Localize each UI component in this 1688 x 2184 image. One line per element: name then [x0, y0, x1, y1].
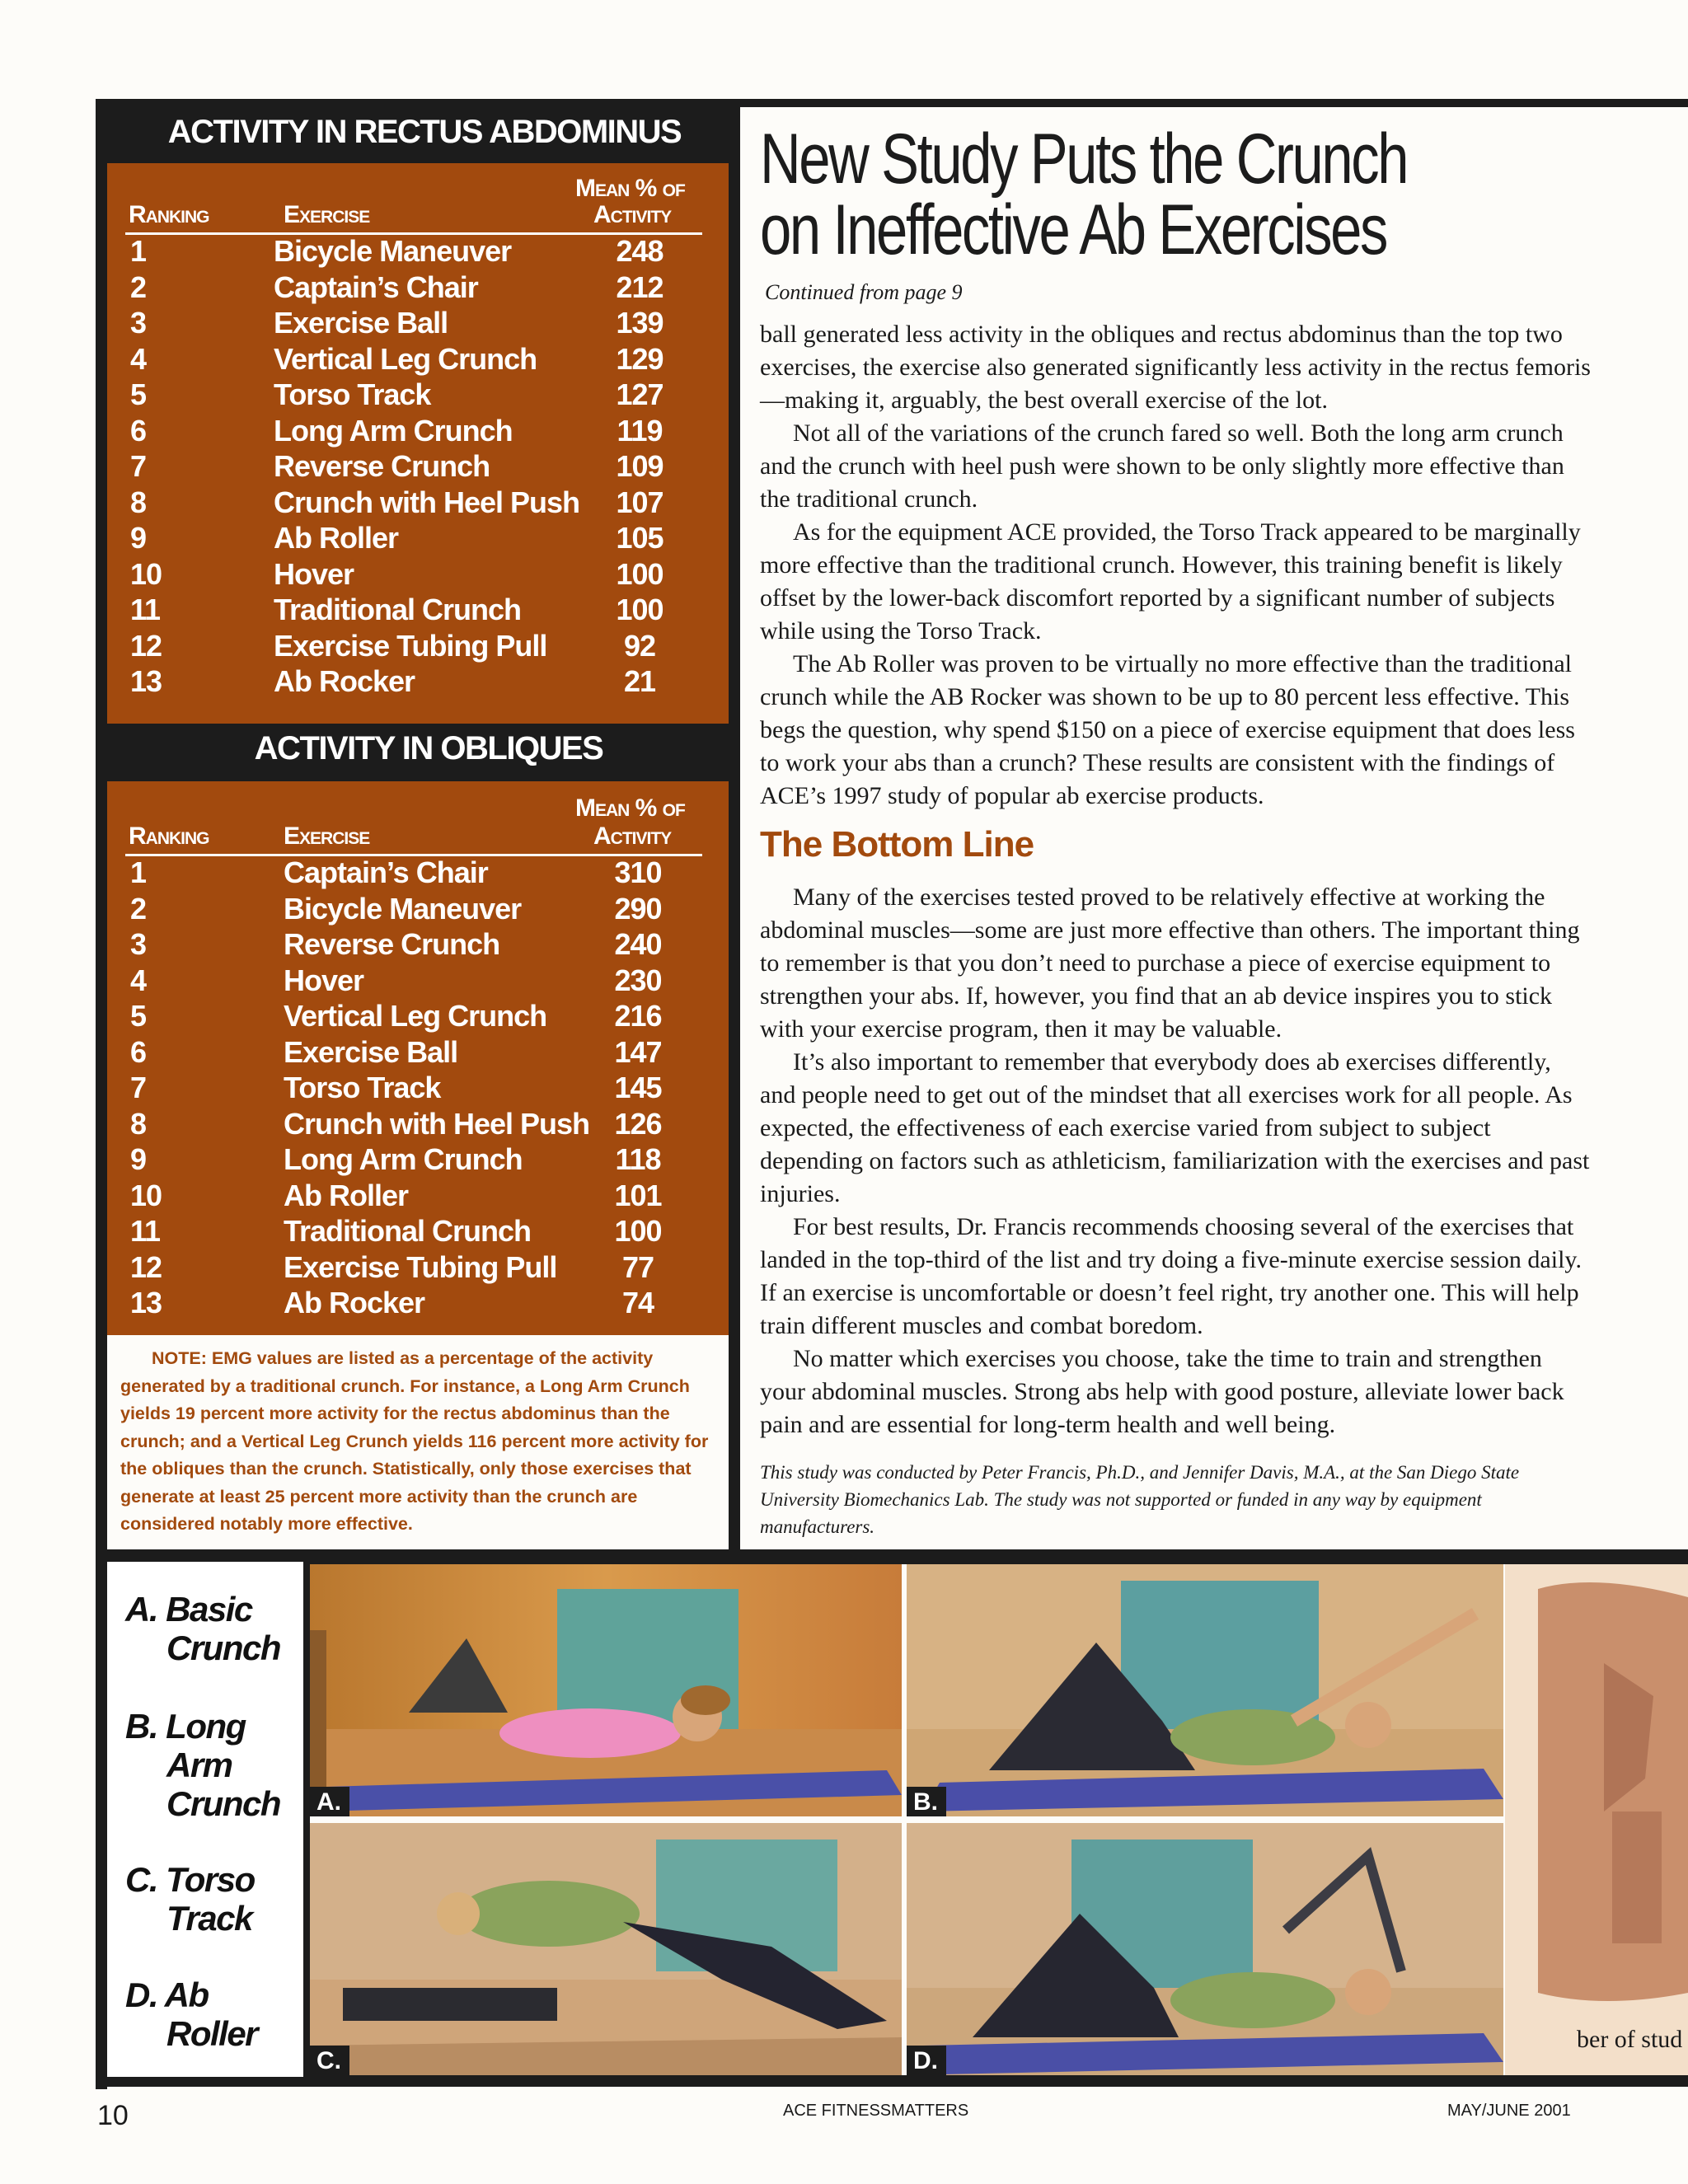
row-value: 240 [614, 927, 662, 961]
row-rank: 6 [130, 413, 147, 448]
label-d-line-2: Roller [166, 2014, 258, 2053]
row-exercise: Captain’s Chair [274, 269, 478, 304]
row-value: 129 [616, 341, 663, 376]
row-exercise: Bicycle Maneuver [284, 891, 522, 926]
table-row [107, 485, 729, 522]
table-row [107, 414, 729, 450]
row-value: 230 [614, 963, 662, 997]
photo-b-image [907, 1564, 1503, 1816]
table-row [107, 593, 729, 629]
row-rank: 3 [130, 306, 147, 340]
label-d [125, 1975, 298, 2053]
row-rank: 4 [130, 341, 147, 376]
bottom-line-subhead: The Bottom Line [760, 824, 1034, 865]
row-value: 127 [616, 377, 663, 411]
table-row [107, 629, 729, 665]
row-rank: 6 [130, 1034, 147, 1069]
rectus-col-mean-1 [575, 175, 685, 203]
frame-left [96, 99, 107, 2089]
table-row [107, 270, 729, 307]
row-value: 126 [614, 1106, 662, 1141]
rectus-table-title: ACTIVITY IN RECTUS ABDOMINUS [167, 114, 682, 150]
label-b [125, 1707, 298, 1823]
article-paragraph: No matter which exercises you choose, take the time to train and strengthen your abdominal muscles. Strong abs help with good posture, alleviate lower back pain and are essential for long-term health and well being. [760, 1345, 1564, 1438]
row-exercise: Long Arm Crunch [274, 413, 513, 448]
row-rank: 9 [130, 521, 147, 555]
tag-a: A. [310, 1787, 349, 1816]
obliques-col-ranking [129, 823, 209, 851]
row-exercise: Vertical Leg Crunch [274, 341, 537, 376]
row-value: 290 [614, 891, 662, 926]
table-row [107, 963, 729, 1000]
continued-from: Continued from page 9 [765, 280, 963, 304]
row-exercise: Ab Roller [274, 521, 399, 555]
table-row [107, 234, 729, 270]
label-a [125, 1590, 298, 1667]
row-rank: 13 [130, 664, 162, 698]
row-exercise: Hover [284, 963, 364, 997]
row-exercise: Captain’s Chair [284, 855, 488, 889]
label-d-line-1: D. Ab [125, 1975, 209, 2014]
row-rank: 10 [130, 556, 162, 591]
row-rank: 7 [130, 1071, 147, 1104]
row-rank: 1 [130, 855, 147, 889]
row-value: 145 [614, 1071, 662, 1104]
study-credit: This study was conducted by Peter Francis, Ph.D., and Jennifer Davis, M.A., at the San Diego State University Biomechanics Lab. The study was not supported or funded in any way by equipment manufacturers. [760, 1462, 1520, 1537]
tag-d: D. [907, 2046, 946, 2075]
row-rank: 8 [130, 1106, 147, 1141]
row-exercise: Vertical Leg Crunch [284, 999, 547, 1033]
row-rank: 11 [130, 1214, 161, 1248]
row-rank: 2 [130, 269, 147, 304]
rectus-col-mean-2 [593, 201, 671, 229]
obliques-col-exercise-text: Exercise [284, 823, 370, 850]
tag-c: C. [310, 2046, 349, 2075]
row-exercise: Exercise Ball [274, 306, 448, 340]
obliques-col-mean-text-1: Mean % of [575, 794, 685, 822]
obliques-col-ranking-text: Ranking [129, 823, 209, 850]
table-row [107, 1035, 729, 1071]
headline-line-1: New Study Puts the Crunch [760, 120, 1408, 199]
label-c [125, 1860, 298, 1938]
row-value: 119 [617, 413, 663, 448]
rectus-col-ranking [129, 201, 209, 229]
photo-c-torso-track [310, 1823, 902, 2075]
obliques-col-mean-2 [593, 823, 671, 851]
row-value: 100 [616, 556, 663, 591]
row-rank: 5 [130, 377, 147, 411]
row-rank: 12 [130, 1249, 162, 1284]
label-c-line-1: C. Torso [125, 1860, 255, 1899]
frame-bottom [96, 2075, 1688, 2087]
row-rank: 12 [130, 628, 162, 663]
page-number: 10 [97, 2100, 129, 2131]
rectus-col-exercise [284, 201, 369, 229]
labels-divider [303, 1562, 310, 2077]
row-value: 310 [614, 855, 662, 889]
row-rank: 8 [130, 485, 147, 519]
obliques-table-title: ACTIVITY IN OBLIQUES [254, 730, 603, 766]
row-exercise: Long Arm Crunch [284, 1142, 523, 1176]
photo-anatomy-fragment [1505, 1564, 1688, 2075]
article-paragraph: Many of the exercises tested proved to be relatively effective at working the abdominal muscles—some are just more effective than others. The important thing to remember is that you don’t need to purchase a piece of exercise equipment to strengthen your abs. If, however, you find that an ab device inspires you to stick with your exercise program, then it may be valuable. [760, 883, 1580, 1043]
table-row [107, 521, 729, 557]
article-paragraph: As for the equipment ACE provided, the Torso Track appeared to be marginally more effective than the traditional crunch. However, this training benefit is likely offset by the lower-back discomfort reported by a significant number of subjects while using the Torso Track. [760, 518, 1581, 644]
article-paragraph: Not all of the variations of the crunch fared so well. Both the long arm crunch and the crunch with heel push were shown to be only slightly more effective than the traditional crunch. [760, 419, 1564, 513]
photo-d-image [907, 1823, 1503, 2075]
row-value: 105 [616, 521, 663, 555]
frame-mid [96, 1549, 1688, 1564]
table-row [107, 1250, 729, 1286]
article-paragraph: The Ab Roller was proven to be virtually no more effective than the traditional crunch while the AB Rocker was shown to be up to 80 percent less effective. This begs the question, why spend $150 on a piece of exercise equipment that does less to work your abs than a crunch? These results are consistent with the findings of ACE’s 1997 study of popular ab exercise products. [760, 650, 1575, 809]
table-row [107, 1107, 729, 1143]
tag-b: B. [907, 1787, 946, 1816]
row-rank: 11 [130, 593, 161, 626]
rectus-col-mean-text-1: Mean % of [575, 175, 685, 202]
row-rank: 1 [130, 234, 147, 268]
row-value: 92 [623, 628, 656, 663]
article-body-bottom [760, 881, 1592, 1441]
row-exercise: Exercise Ball [284, 1034, 458, 1069]
row-value: 216 [614, 999, 662, 1033]
article-paragraph: ball generated less activity in the obliques and rectus abdominus than the top two exercises, the exercise also generated significantly less activity in the rectus femoris—making it, arguably, the best overall exercise of the lot. [760, 321, 1591, 414]
table-row [107, 557, 729, 593]
table-row [107, 1214, 729, 1250]
label-b-line-2: Arm [166, 1746, 232, 1784]
row-value: 147 [614, 1034, 662, 1069]
obliques-col-exercise [284, 823, 369, 851]
label-b-line-1: B. Long [125, 1707, 246, 1746]
table-row [107, 1179, 729, 1215]
row-exercise: Reverse Crunch [284, 927, 500, 961]
row-rank: 9 [130, 1142, 147, 1176]
row-exercise: Hover [274, 556, 354, 591]
row-exercise: Exercise Tubing Pull [274, 628, 547, 663]
table-row [107, 306, 729, 342]
table-row [107, 999, 729, 1035]
label-c-line-2: Track [166, 1899, 252, 1938]
row-value: 100 [614, 1214, 662, 1248]
row-exercise: Traditional Crunch [274, 593, 522, 626]
row-rank: 4 [130, 963, 147, 997]
row-value: 21 [623, 664, 656, 698]
article-body-top [760, 318, 1592, 813]
rectus-col-ranking-text: Ranking [129, 201, 209, 228]
row-exercise: Ab Rocker [284, 1286, 425, 1319]
row-exercise: Torso Track [284, 1071, 441, 1104]
row-rank: 5 [130, 999, 147, 1033]
row-exercise: Ab Rocker [274, 664, 415, 698]
magazine-name: ACE FITNESSMATTERS [783, 2102, 969, 2120]
emg-note: NOTE: EMG values are listed as a percentage of the activity generated by a traditional crunch. For instance, a Long Arm Crunch yields 19 percent more activity for the rectus abdominus than the crunch; and a Vertical Leg Crunch yields 116 percent more activity for the obliques than the crunch. Statistically, only those exercises that generate at least 25 percent more activity than the crunch are considered notably more effective. [120, 1348, 709, 1534]
row-value: 101 [614, 1178, 662, 1212]
row-exercise: Reverse Crunch [274, 449, 490, 483]
label-a-line-1: A. Basic [125, 1590, 252, 1629]
row-value: 248 [616, 234, 663, 268]
row-exercise: Exercise Tubing Pull [284, 1249, 557, 1284]
row-rank: 10 [130, 1178, 162, 1212]
table-row [107, 855, 729, 892]
side-text-fragment: ber of stud [1577, 2026, 1683, 2053]
row-exercise: Torso Track [274, 377, 431, 411]
row-exercise: Ab Roller [284, 1178, 409, 1212]
article-headline [760, 120, 1485, 269]
article-paragraph: For best results, Dr. Francis recommends choosing several of the exercises that landed in the top-third of the list and try doing a five-minute exercise session daily. If an exercise is uncomfortable or doesn’t feel right, try another one. This will help train different muscles and combat boredom. [760, 1213, 1582, 1339]
row-value: 100 [616, 593, 663, 626]
table-row [107, 1071, 729, 1107]
photo-a-basic-crunch [310, 1564, 902, 1816]
row-value: 212 [616, 269, 663, 304]
photo-a-image [310, 1564, 902, 1816]
table-row [107, 1142, 729, 1179]
row-value: 107 [616, 485, 663, 519]
obliques-col-mean-1 [575, 794, 685, 823]
rectus-table-body [107, 163, 729, 724]
obliques-col-mean-text-2: Activity [593, 823, 672, 850]
row-exercise: Bicycle Maneuver [274, 234, 512, 268]
anatomy-image [1505, 1564, 1688, 2075]
rectus-col-exercise-text: Exercise [284, 201, 370, 228]
row-exercise: Crunch with Heel Push [274, 485, 580, 519]
obliques-table-body [107, 781, 729, 1335]
row-exercise: Traditional Crunch [284, 1214, 532, 1248]
photo-labels [107, 1562, 303, 2077]
row-rank: 7 [130, 449, 147, 483]
article-paragraph: It’s also important to remember that everybody does ab exercises differently, and people need to get out of the mindset that all exercises work for all people. As expected, the effectiveness of each exercise varied from subject to subject depending on factors such as athleticism, familiarization with the exercises and past injuries. [760, 1048, 1590, 1207]
table-row [107, 927, 729, 963]
table-row [107, 377, 729, 414]
table-row [107, 664, 729, 701]
table-row [107, 892, 729, 928]
row-value: 74 [621, 1286, 654, 1319]
row-value: 77 [621, 1249, 654, 1284]
row-value: 109 [616, 449, 663, 483]
label-a-line-2: Crunch [166, 1629, 280, 1667]
row-rank: 3 [130, 927, 147, 961]
rectus-col-mean-text-2: Activity [593, 201, 672, 228]
table-row [107, 1286, 729, 1322]
row-value: 118 [615, 1142, 661, 1176]
table-row [107, 342, 729, 378]
table-row [107, 449, 729, 485]
label-b-line-3: Crunch [166, 1784, 280, 1823]
row-rank: 13 [130, 1286, 162, 1319]
photo-b-long-arm-crunch [907, 1564, 1503, 1816]
frame-divider [729, 99, 740, 1558]
row-exercise: Crunch with Heel Push [284, 1106, 590, 1141]
photo-c-image [310, 1823, 902, 2075]
row-rank: 2 [130, 891, 147, 926]
photo-d-ab-roller [907, 1823, 1503, 2075]
headline-line-2: on Ineffective Ab Exercises [760, 190, 1386, 269]
issue-date: MAY/JUNE 2001 [1447, 2102, 1571, 2120]
row-value: 139 [616, 306, 663, 340]
